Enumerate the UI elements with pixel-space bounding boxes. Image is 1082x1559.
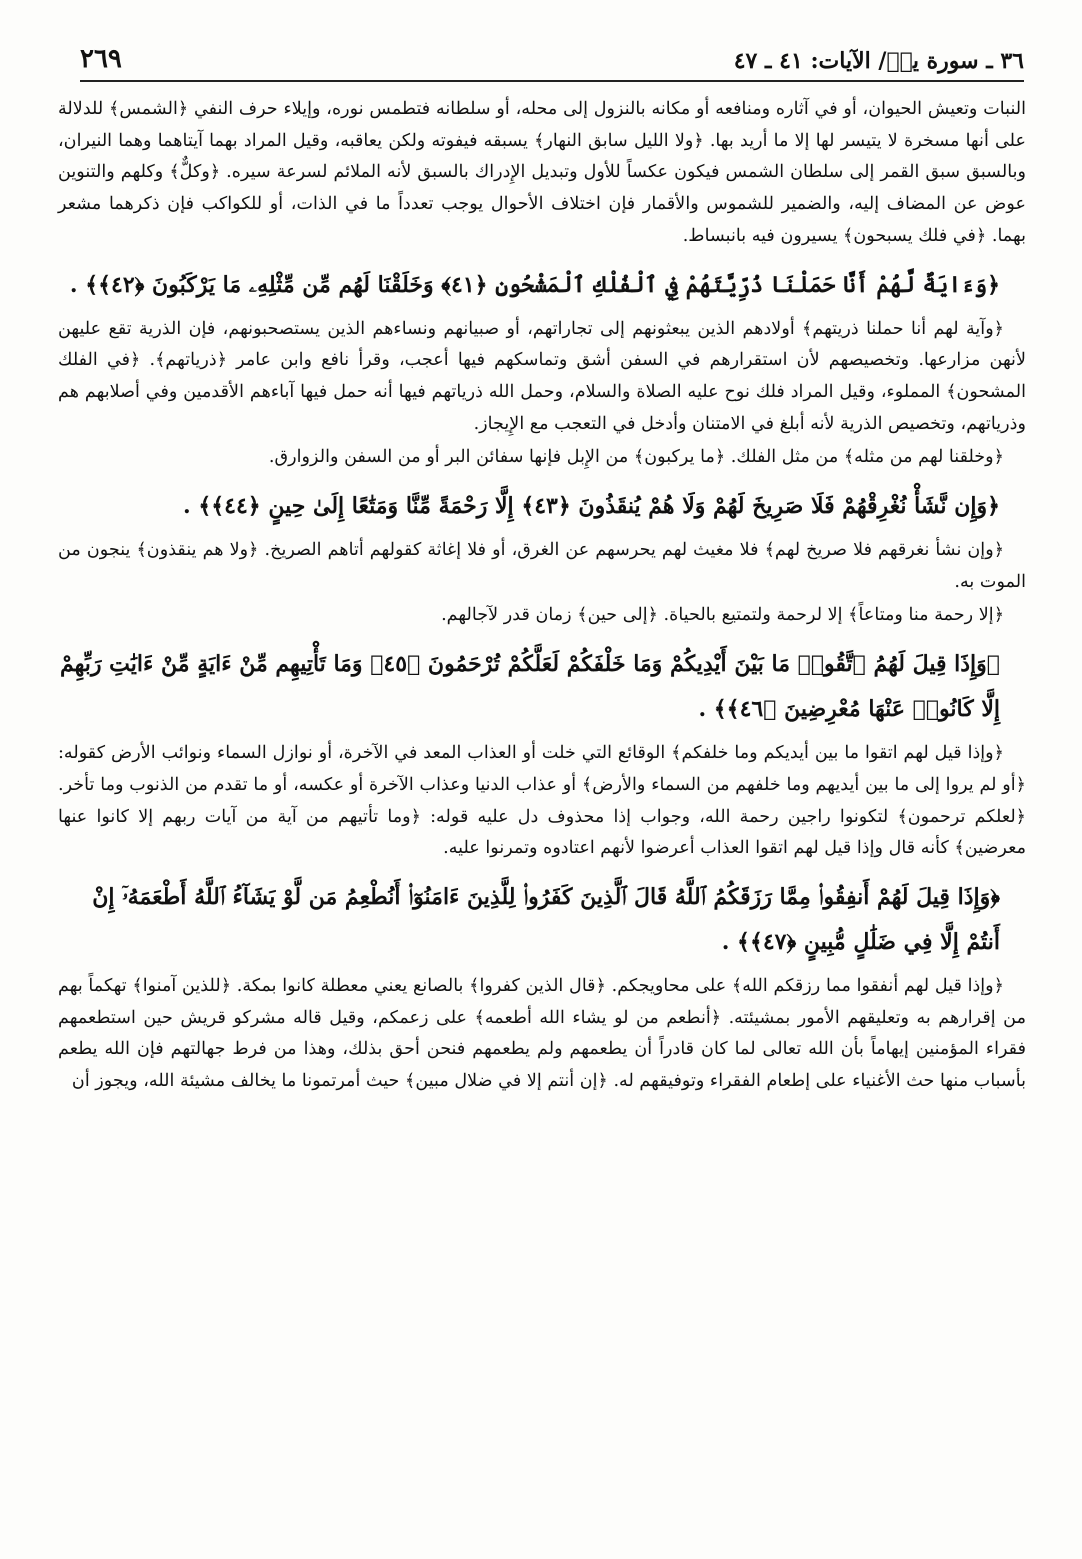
page-header: [80, 36, 1024, 82]
header-title: ٣٦ ـ سورة يسۤ/ الآيات: ٤١ ـ ٤٧: [733, 48, 1024, 74]
commentary-paragraph: ﴿وإذا قيل لهم أنفقوا مما رزقكم الله﴾ على محاويجكم. ﴿قال الذين كفروا﴾ بالصانع يعني معطلة كانوا بمكة. ﴿للذين آمنوا﴾ تهكماً بهم من إقرارهم به وتعليقهم الأمور بمشيئته. ﴿أنطعم من لو يشاء الله أطعمه﴾ على زعمكم، وقيل قاله مشركو قريش حين استطعمهم فقراء المؤمنين إيهاماً بأن الله تعالى لما كان قادراً أن يطعمهم ولم يطعمهم فنحن أحق بذلك، وهذا من فرط جهالتهم فإن الله يطعم بأسباب منها حث الأغنياء على إطعام الفقراء وتوفيقهم له. ﴿إن أنتم إلا في ضلال مبين﴾ حيث أمرتمونا ما يخالف مشيئة الله، ويجوز أن: [58, 975, 1026, 1092]
quran-verse: ﴿وَإِذَا قِيلَ لَهُمْ أَنفِقُوا۟ مِمَّا رَزَقَكُمُ ٱللَّهُ قَالَ ٱلَّذِينَ كَفَرُوا۟ لِلَّذِينَ ءَامَنُوٓا۟ أَنُطْعِمُ مَن لَّوْ يَشَآءُ ٱللَّهُ أَطْعَمَهُۥٓ إِنْ أَنتُمْ إِلَّا فِي ضَلَٰلٍ مُّبِينٍ ﴿٤٧﴾﴾ .: [92, 883, 1000, 955]
commentary-paragraph: ﴿وإن نشأ نغرقهم فلا صريخ لهم﴾ فلا مغيث لهم يحرسهم عن الغرق، أو فلا إغاثة كقولهم أتاهم الصريخ. ﴿ولا هم ينقذون﴾ ينجون من الموت به.: [58, 540, 1026, 592]
quran-verse: ﴿وَإِن نَّشَأْ نُغْرِقْهُمْ فَلَا صَرِيخَ لَهُمْ وَلَا هُمْ يُنقَذُونَ ﴿٤٣﴾ إِلَّا رَحْمَةً مِّنَّا وَمَتَٰعًا إِلَىٰ حِينٍ ﴿٤٤﴾﴾ .: [183, 493, 1000, 520]
commentary-paragraph: ﴿وإذا قيل لهم اتقوا ما بين أيديكم وما خلفكم﴾ الوقائع التي خلت أو العذاب المعد في الآخرة، أو نوازل السماء ونوائب الأرض كقوله: ﴿أو لم يروا إلى ما بين أيديهم وما خلفهم من السماء والأرض﴾ أو عذاب الدنيا وعذاب الآخرة أو عكسه، أو ما تقدم من الذنوب وما تأخر. ﴿لعلكم ترحمون﴾ لتكونوا راجين رحمة الله، وجواب إذا محذوف دل عليه قوله: ﴿وما تأتيهم من آية من آيات ربهم إلا كانوا عنها معرضين﴾ كأنه قال وإذا قيل لهم اتقوا العذاب أعرضوا لأنهم اعتادوه وتمرنوا عليه.: [58, 743, 1026, 859]
page-body: [58, 94, 1026, 1100]
commentary-paragraph: ﴿وآية لهم أنا حملنا ذريتهم﴾ أولادهم الذين يبعثونهم إلى تجاراتهم، أو صبيانهم ونساءهم الذين يستصحبونهم، فإن الذرية تقع عليهن لأنهن مزارعها. وتخصيصهم لأن استقرارهم في السفن أشق وتماسكهم فيها أعجب، وقرأ نافع وابن عامر ﴿ذرياتهم﴾. ﴿في الفلك المشحون﴾ المملوء، وقيل المراد فلك نوح عليه الصلاة والسلام، وحمل الله ذرياتهم فيها أنه حمل فيها آباءهم الأقدمين وفي أصلابهم هم وذرياتهم، وتخصيص الذرية لأنه أبلغ في الامتنان وأدخل في التعجب مع الإِيجاز.: [58, 318, 1026, 434]
quran-verse: ﴿وَإِذَا قِيلَ لَهُمُ ٱتَّقُوا۟ مَا بَيْنَ أَيْدِيكُمْ وَمَا خَلْفَكُمْ لَعَلَّكُمْ تُرْحَمُونَ ﴿٤٥﴾ وَمَا تَأْتِيهِم مِّنْ ءَايَةٍ مِّنْ ءَايَٰتِ رَبِّهِمْ إِلَّا كَانُوا۟ عَنْهَا مُعْرِضِينَ ﴿٤٦﴾﴾ .: [59, 651, 1000, 723]
page-number: ٢٦٩: [80, 44, 122, 74]
commentary-paragraph: ﴿وخلقنا لهم من مثله﴾ من مثل الفلك. ﴿ما يركبون﴾ من الإِبل فإنها سفائن البر أو من السفن والزوارق.: [268, 447, 1004, 468]
commentary-paragraph: النبات وتعيش الحيوان، أو في آثاره ومنافعه أو مكانه بالنزول إلى محله، أو سلطانه فتطمس نوره، وإيلاء حرف النفي ﴿الشمس﴾ للدلالة على أنها مسخرة لا يتيسر لها إلا ما أريد بها. ﴿ولا الليل سابق النهار﴾ يسبقه فيفوته ولكن يعاقبه، وقيل المراد بهما آيتاهما وهما النيران، وبالسبق سبق القمر إلى سلطان الشمس فيكون عكساً للأول وتبديل الإِدراك بالسبق لأنه الملائم لسرعة سيره. ﴿وكلٌّ﴾ وكلهم والتنوين عوض عن المضاف إليه، والضمير للشموس والأقمار فإن اختلاف الأحوال يوجب تعدداً ما في الذات، أو للكواكب فإن ذكرهما مشعر بهما. ﴿في فلك يسبحون﴾ يسيرون فيه بانبساط.: [58, 99, 1026, 246]
quran-verse: ﴿وَءَايَةٌ لَّهُمْ أَنَّا حَمَلْنَا ذُرِّيَّتَهُمْ فِي ٱلْفُلْكِ ٱلْمَشْحُونِ ﴿٤١﴾ وَخَلَقْنَا لَهُم مِّن مِّثْلِهِۦ مَا يَرْكَبُونَ ﴿٤٢﴾﴾ .: [69, 271, 1000, 298]
commentary-paragraph: ﴿إلا رحمة منا ومتاعاً﴾ إلا لرحمة ولتمتيع بالحياة. ﴿إلى حين﴾ زمان قدر لآجالهم.: [441, 605, 1004, 626]
